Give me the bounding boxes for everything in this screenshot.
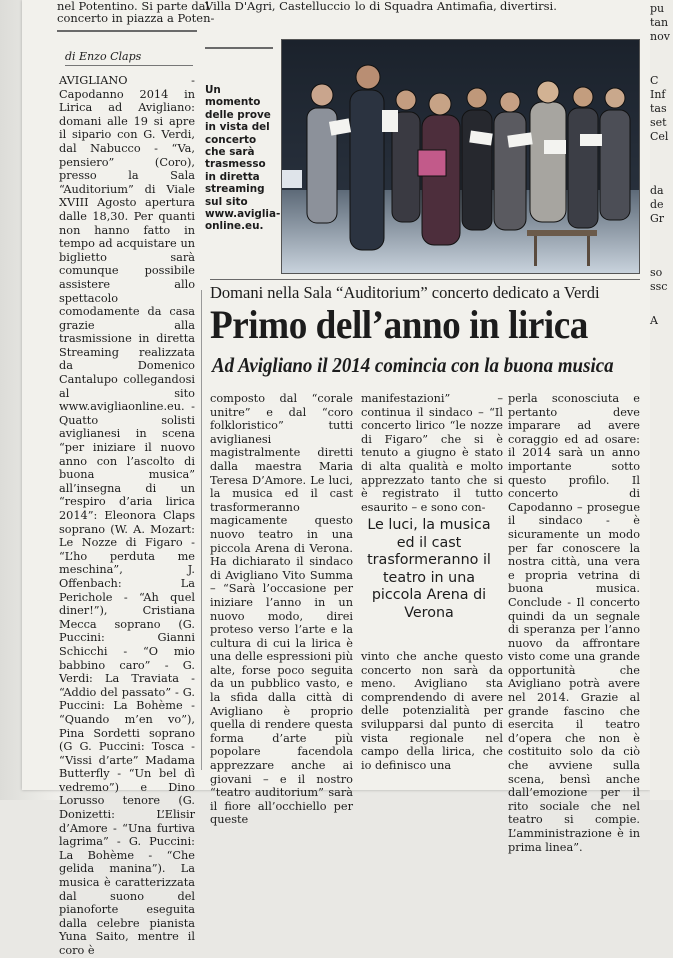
pull-quote: Le luci, la musica ed il cast trasformeranno il teatro in una piccola Arena di Verona <box>367 517 491 621</box>
top-rule <box>57 30 197 32</box>
adjacent-word: de <box>650 198 664 211</box>
column-divider <box>201 290 202 770</box>
adjacent-word: pu <box>650 2 665 15</box>
prev-article-line-1: nel Potentino. Si parte dal <box>57 0 210 13</box>
article-column-4 <box>508 392 640 854</box>
prev-article-line-3: Villa D'Agri, Castelluccio <box>205 0 351 13</box>
adjacent-word: Gr <box>650 212 665 225</box>
byline: di Enzo Claps <box>65 50 193 66</box>
prev-article-line-5: divertirsi. <box>500 0 557 13</box>
article-text-col3-top: manifestazioni” – continua il sindaco – “Il concerto lirico “le nozze di Figaro” che si è tenuto a giugno è stato di alta qualità e molto apprezzato tanto che si è registrato il tutto esaurito – e sono con- <box>361 392 503 514</box>
adjacent-word: so <box>650 266 663 279</box>
headline: Primo dell’anno in lirica <box>210 302 588 347</box>
kicker: Domani nella Sala “Auditorium” concerto dedicato a Verdi <box>210 283 600 302</box>
article-text-col1: AVIGLIANO - Capodanno 2014 in Lirica ad Avigliano: domani alle 19 si apre il sipario con G. Verdi, dal Nabucco - “Va, pensiero” (Coro), presso la Sala “Auditorium” di Viale XVIII Agosto apertura dalle 18,30. Per quanti non hanno fatto in tempo ad acquistare un biglietto sarà comunque possibile assistere allo spettacolo comodamente da casa grazie alla trasmissione in diretta Streaming realizzata da Domenico Cantalupo collegandosi al sito www.avigliaonline.eu. - Quatto solisti aviglianesi in scena “per iniziare il nuovo anno con l’ascolto di buona musica” all’insegna di un “respiro d’aria lirica 2014”: Eleonora Claps soprano (W. A. Mozart: Le Nozze di Figaro - “L’ho perduta me meschina”, J. Offenbach: La Perichole - “Ah quel diner!”), Cristiana Mecca soprano (G. Puccini: Gianni Schicchi - “O mio babbino caro” - G. Verdi: La Traviata - “Addio del passato” - G. Puccini: La Bohème - “Quando m’en vo”), Pina Sordetti soprano (G G. Puccini: Tosca - “Vissi d’arte” Madama Butterfly - “Un bel dì vedremo”) e Dino Lorusso tenore (G. Donizetti: L’Elisir d’Amore - “Una furtiva lagrima” - G. Puccini: La Bohème - “Che gelida manina”). La musica è caratterizzata dal suono del pianoforte eseguita dalla celebre pianista Yuna Saito, mentre il coro è <box>59 74 195 957</box>
article-text-col3-bottom: vinto che anche questo concerto non sarà da meno. Avigliano sta comprendendo di avere delle potenzialità per svilupparsi dal punto di vista regionale nel campo della lirica, che io definisco una <box>361 650 503 772</box>
adjacent-word: Cel <box>650 130 669 143</box>
adjacent-word: da <box>650 184 664 197</box>
caption-rule <box>205 47 273 49</box>
adjacent-word: ssc <box>650 280 668 293</box>
adjacent-word: tas <box>650 102 667 115</box>
adjacent-word: nov <box>650 30 670 43</box>
article-text-col4: perla sconosciuta e pertanto deve imparare ad avere coraggio ed ad osare: il 2014 sarà un anno importante sotto questo profilo. Il concerto di Capodanno – prosegue il sindaco - è sicuramente un modo per far conoscere la nostra città, una vera e propria vetrina di buona musica. Conclude - Il concerto quindi da un segnale di speranza per l’anno nuovo da affrontare visto come una grande opportunità che Avigliano potrà avere nel 2014. Grazie al grande fascino che esercita il teatro d’opera che non è costituito solo da ciò che avviene sulla scena, bensì anche dall’emozione per il rito sociale che nel teatro si compie. L’amministrazione è in prima linea”. <box>508 392 640 854</box>
choir-photo <box>281 39 640 274</box>
adjacent-word: set <box>650 116 667 129</box>
article-text-col2: composto dal “corale unitre” e dal “coro folkloristico” tutti aviglianesi magistralmente diretti dalla maestra Maria Teresa D’Amore. Le luci, la musica ed il cast trasformeranno magicamente questo nuovo teatro in una piccola Arena di Verona. Ha dichiarato il sindaco di Avigliano Vito Summa – “Sarà l’occasione per iniziare l’anno in un nuovo modo, direi proteso verso l’arte e la cultura di cui la lirica è una delle espressioni più alte, forse poco seguita da un pubblico vasto, e la sfida dalla città di Avigliano è proprio quella di rendere questa forma d’arte più popolare facendola apprezzare anche ai giovani – e il nostro “teatro auditorium” sarà il fiore all’occhiello per queste <box>210 392 353 827</box>
adjacent-word: C <box>650 74 659 87</box>
article-column-1 <box>59 74 195 957</box>
prev-article-line-4: lo di Squadra Antimafia, <box>355 0 497 13</box>
headline-top-rule <box>210 279 640 280</box>
adjacent-word: Inf <box>650 88 666 101</box>
prev-article-line-2: concerto in piazza a Poten- <box>57 11 215 25</box>
article-column-3-bottom <box>361 650 503 780</box>
article-column-3-top <box>361 392 503 514</box>
adjacent-page-strip <box>650 0 673 800</box>
adjacent-word: tan <box>650 16 669 29</box>
photo-caption: Un momento delle prove in vista del concerto che sarà trasmesso in diretta streaming sul sito www.aviglia-online.eu. <box>205 84 281 233</box>
adjacent-word: A <box>650 314 658 327</box>
article-column-2 <box>210 392 353 827</box>
subheadline: Ad Avigliano il 2014 comincia con la buona musica <box>212 353 614 377</box>
